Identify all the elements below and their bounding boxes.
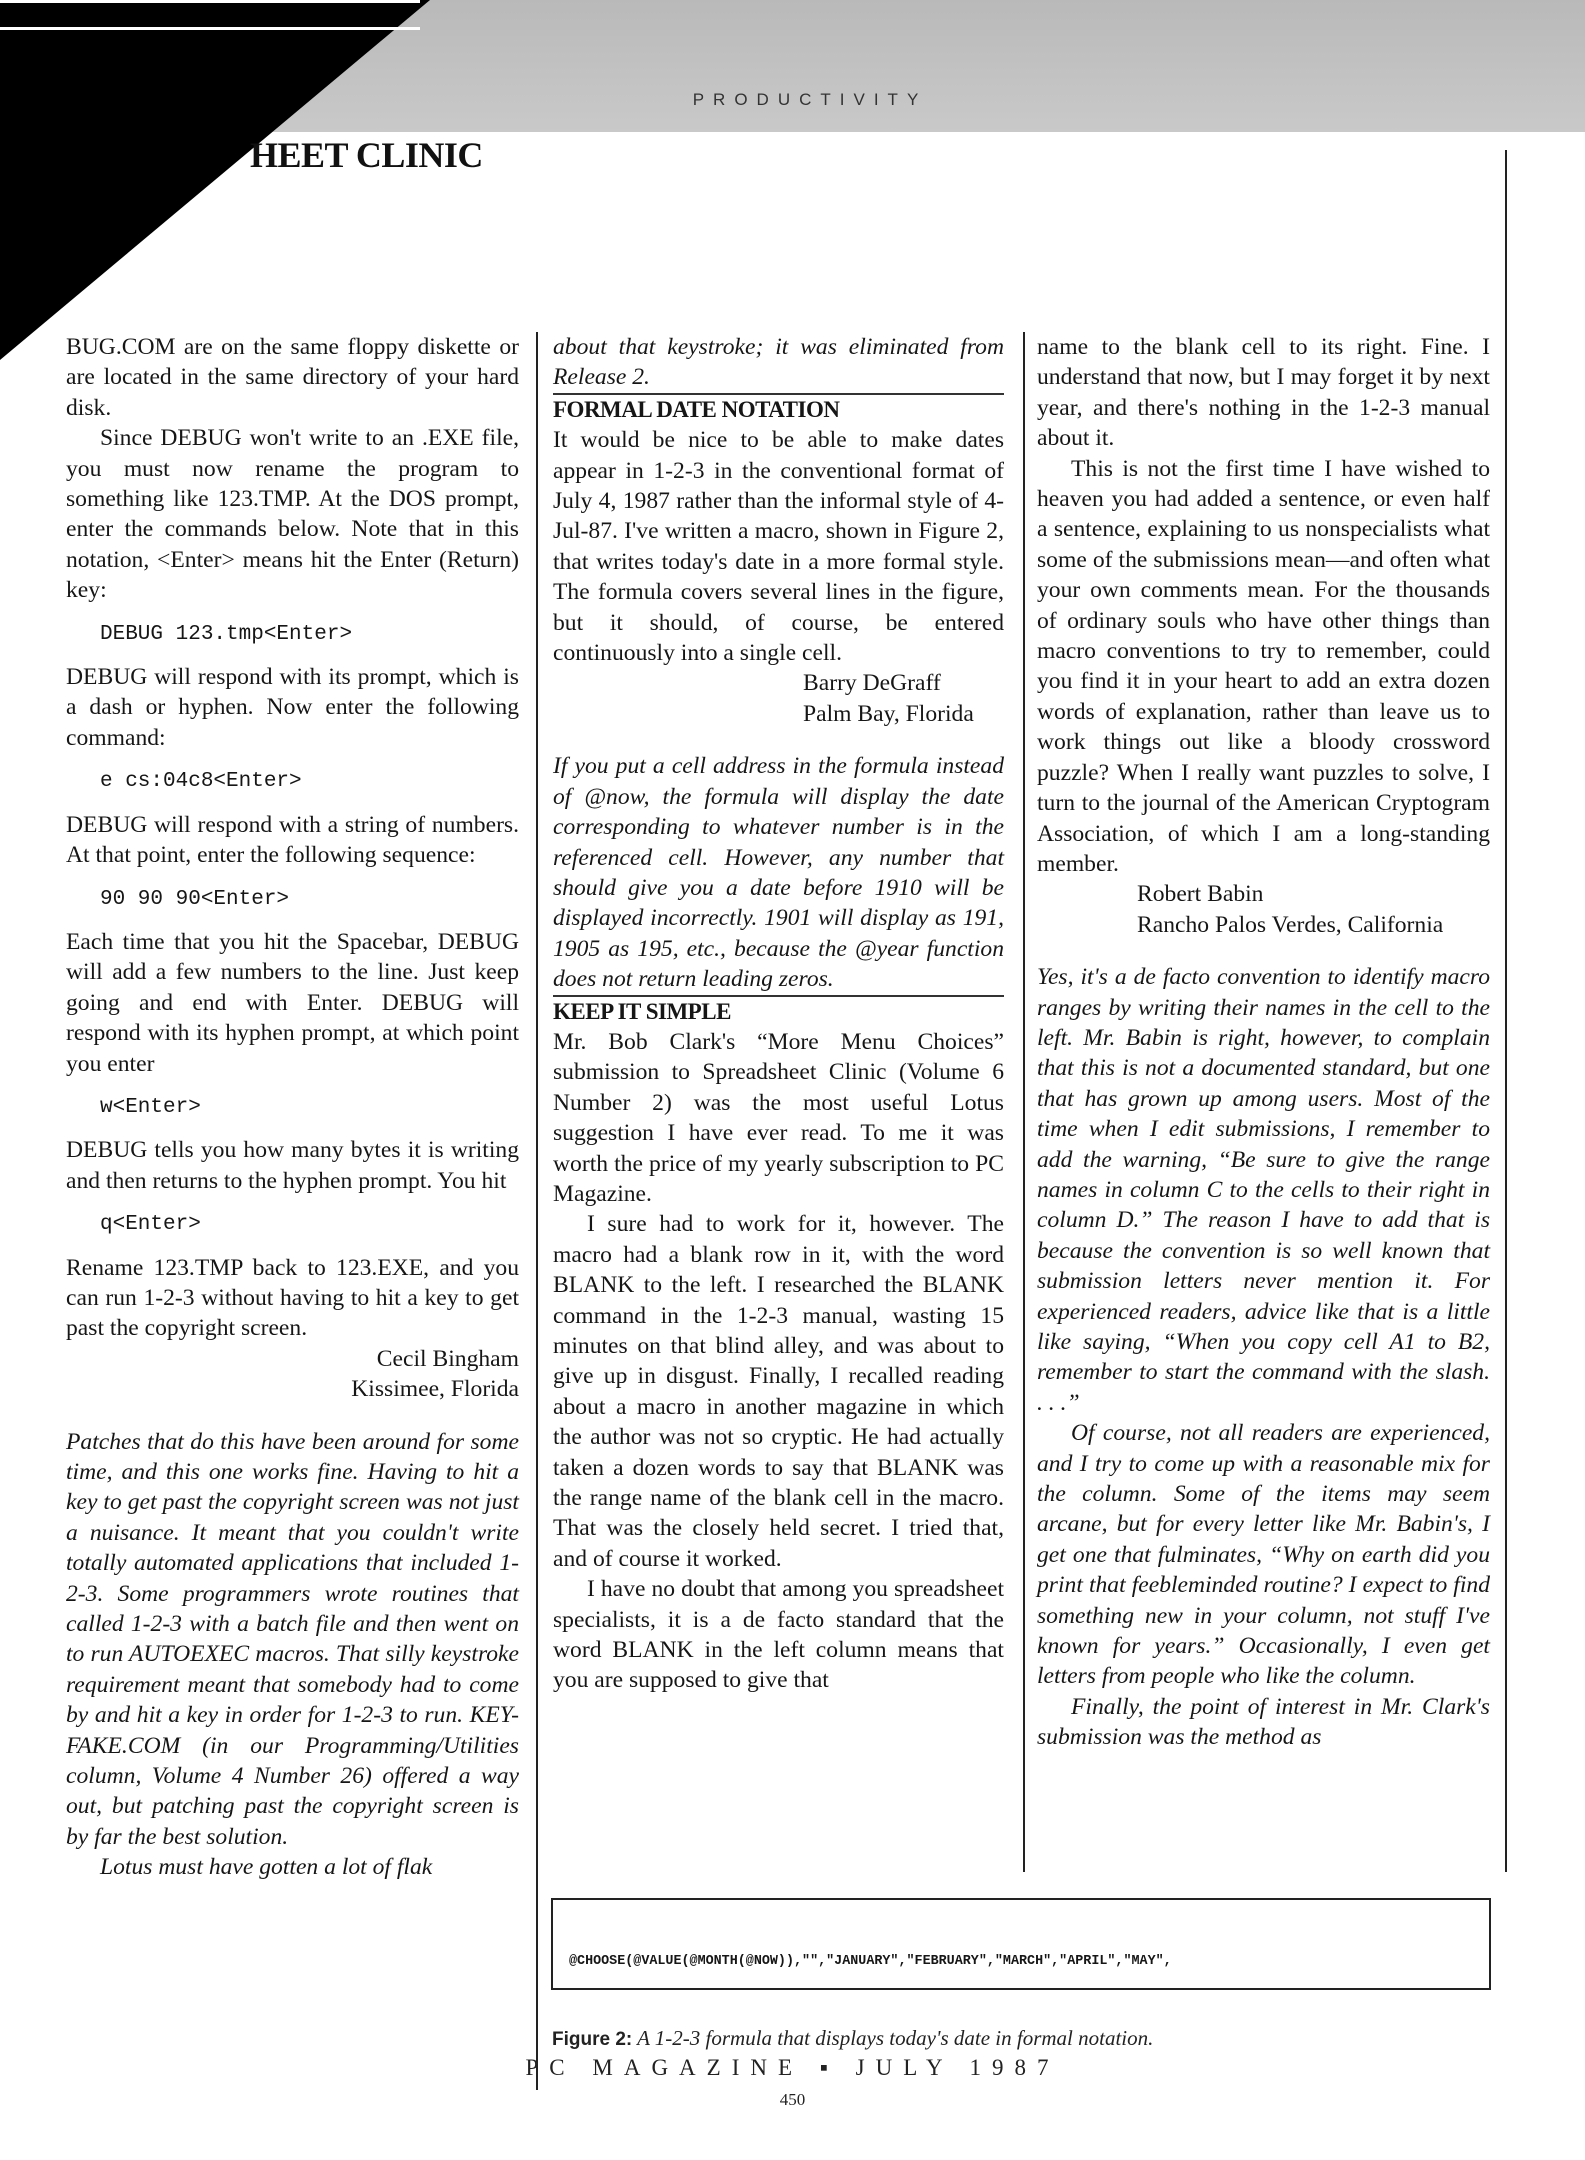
spacer	[66, 1405, 519, 1427]
body-paragraph: name to the blank cell to its right. Fine. I understand that now, but I may forget it by next year, and there's nothing in the 1-2-3 manual about it.	[1037, 334, 1490, 452]
editor-response: Yes, it's a de facto convention to identify macro ranges by writing their names in the cell to the left. Mr. Babin is right, however, to complain that this is not a documented standard, but one that has grown up among users. Most of the time when I edit submissions, I remember to add the warning, “Be sure to give the range names in column C to the cells to their right in column D.” The reason I have to add that is because the convention is so well known that submission letters never mention it. For experienced readers, advice like that is a little like saying, “When you copy cell A1 to B2, remember to start the command with the slash. . . .”	[1037, 964, 1490, 1416]
corner-stripes	[0, 0, 420, 30]
column-rule-2	[1023, 332, 1025, 1872]
figure-caption	[552, 2026, 1153, 2051]
article-column-3	[1037, 332, 1490, 1753]
section-label: PRODUCTIVITY	[692, 90, 928, 109]
editor-response: If you put a cell address in the formula instead of @now, the formula will display the date corresponding to whatever number is in the referenced cell. However, any number that should give you a date before 1910 will be displayed incorrectly. 1901 will display as 191, 1905 as 195, etc., because the @year function does not return leading zeros.	[553, 753, 1004, 993]
column-rule-1	[536, 332, 538, 2090]
body-paragraph: BUG.COM are on the same floppy diskette or are located in the same directory of your hard disk.	[66, 334, 519, 421]
letter-signature: Rancho Palos Verdes, California	[1137, 911, 1444, 938]
code-command: e cs:04c8<Enter>	[100, 770, 302, 794]
editor-response: Patches that do this have been around for some time, and this one works fine. Having to hit a key to get past the copyright screen was not just a nuisance. It meant that you couldn't write totally automated applications that included 1-2-3. Some programmers wrote routines that called 1-2-3 with a batch file and then went on to run AUTOEXEC macros. That silly keystroke requirement meant that somebody had to come by and hit a key in order for 1-2-3 to run. KEY-FAKE.COM (in our Programming/Utilities column, Volume 4 Number 26) offered a way out, but patching past the copyright screen is by far the best solution.	[66, 1428, 519, 1850]
body-paragraph: DEBUG tells you how many bytes it is writing and then returns to the hyphen prompt. You hit	[66, 1137, 519, 1194]
body-paragraph: It would be nice to be able to make dates appear in 1-2-3 in the conventional format of July 4, 1987 rather than the informal style of 4-Jul-87. I've written a macro, shown in Figure 2, that writes today's date in a more formal style. The formula covers several lines in the figure, but it should, of course, be entered continuously into a single cell.	[553, 427, 1004, 667]
body-paragraph: I sure had to work for it, however. The macro had a blank row in it, with the word BLANK to the left. I researched the BLANK command in the 1-2-3 manual, wasting 15 minutes on that blind alley, and was about to give up in disgust. Finally, I recalled reading about a macro in another magazine in which the author was not so cryptic. He had actually taken a dozen words to say that BLANK was the range name of the blank cell in the macro. That was the closely held secret. I tried that, and of course it worked.	[553, 1211, 1004, 1572]
column-rule-right	[1505, 150, 1507, 1872]
letter-signature: Barry DeGraff	[803, 670, 941, 697]
article-column-1	[66, 332, 519, 1883]
letter-signature: Robert Babin	[1137, 881, 1264, 908]
footer-magazine: PC MAGAZINE ▪ JULY 1987	[525, 2055, 1060, 2080]
code-command: q<Enter>	[100, 1213, 201, 1237]
body-paragraph: This is not the first time I have wished to heaven you had added a sentence, or even half a sentence, explaining to us nonspecialists what some of the submissions mean—and often what your own comments mean. For the thousands of ordinary souls who have other things than macro conventions to try to remember, could you find it in your heart to add an extra dozen words of explanation, rather than leave us to work things out like a bloody crossword puzzle? When I really want puzzles to solve, I turn to the journal of the American Cryptogram Association, of which I am a long-standing member.	[1037, 455, 1490, 877]
figure-caption-text: A 1-2-3 formula that displays today's date in formal notation.	[632, 2026, 1154, 2050]
body-paragraph: I have no doubt that among you spreadsheet specialists, it is a de facto standard that the word BLANK in the left column means that you are supposed to give that	[553, 1576, 1004, 1694]
body-paragraph: DEBUG will respond with a string of numbers. At that point, enter the following sequence:	[66, 811, 519, 869]
editor-response: Lotus must have gotten a lot of flak	[100, 1854, 433, 1881]
page-number: 450	[779, 2090, 806, 2109]
article-column-2	[553, 332, 1004, 1696]
body-paragraph: Mr. Bob Clark's “More Menu Choices” submission to Spreadsheet Clinic (Volume 6 Number 2) was the most useful Lotus suggestion I have ever read. To me it was worth the price of my yearly subscription to PC Magazine.	[553, 1028, 1004, 1207]
body-paragraph: Each time that you hit the Spacebar, DEBUG will add a few numbers to the line. Just keep going and end with Enter. DEBUG will respond with its hyphen prompt, at which point you enter	[66, 928, 519, 1077]
corner-graphic	[0, 0, 430, 360]
editor-response: Finally, the point of interest in Mr. Clark's submission was the method as	[1037, 1693, 1490, 1751]
body-paragraph: DEBUG will respond with its prompt, which is a dash or hyphen. Now enter the following command:	[66, 664, 519, 751]
spacer	[1037, 940, 1490, 962]
figure-2-formula-box	[551, 1898, 1491, 1990]
letter-signature: Cecil Bingham	[376, 1345, 519, 1372]
spacer	[553, 729, 1004, 751]
figure-caption-label: Figure 2:	[552, 2029, 633, 2050]
code-command: DEBUG 123.tmp<Enter>	[100, 622, 353, 646]
section-heading: KEEP IT SIMPLE	[553, 998, 731, 1024]
formula-line: @CHOOSE(@VALUE(@MONTH(@NOW)),"","JANUARY","FEBRUARY","MARCH","APRIL","MAY",	[569, 1954, 1172, 1969]
body-paragraph: Rename 123.TMP back to 123.EXE, and you can run 1-2-3 without having to hit a key to get past the copyright screen.	[66, 1254, 519, 1342]
body-paragraph: Since DEBUG won't write to an .EXE file, you must now rename the program to something like 123.TMP. At the DOS prompt, enter the commands below. Note that in this notation, <Enter> means hit the Enter (Return) key:	[66, 425, 519, 604]
editor-response: Of course, not all readers are experienced, and I try to come up with a reasonable mix for the column. Some of the items may seem arcane, but for every letter like Mr. Babin's, I get one that fulminates, “Why on earth did you print that feebleminded routine? I expect to find something new in your column, not stuff I've known for years.” Occasionally, I even get letters from people who like the column.	[1037, 1420, 1490, 1690]
code-command: w<Enter>	[100, 1095, 201, 1119]
section-heading: FORMAL DATE NOTATION	[553, 396, 840, 422]
editor-response: about that keystroke; it was eliminated from Release 2.	[553, 334, 1004, 391]
code-command: 90 90 90<Enter>	[100, 887, 290, 911]
letter-signature: Kissimee, Florida	[351, 1376, 519, 1403]
page-title: HEET CLINIC	[250, 135, 483, 175]
letter-signature: Palm Bay, Florida	[803, 700, 974, 727]
